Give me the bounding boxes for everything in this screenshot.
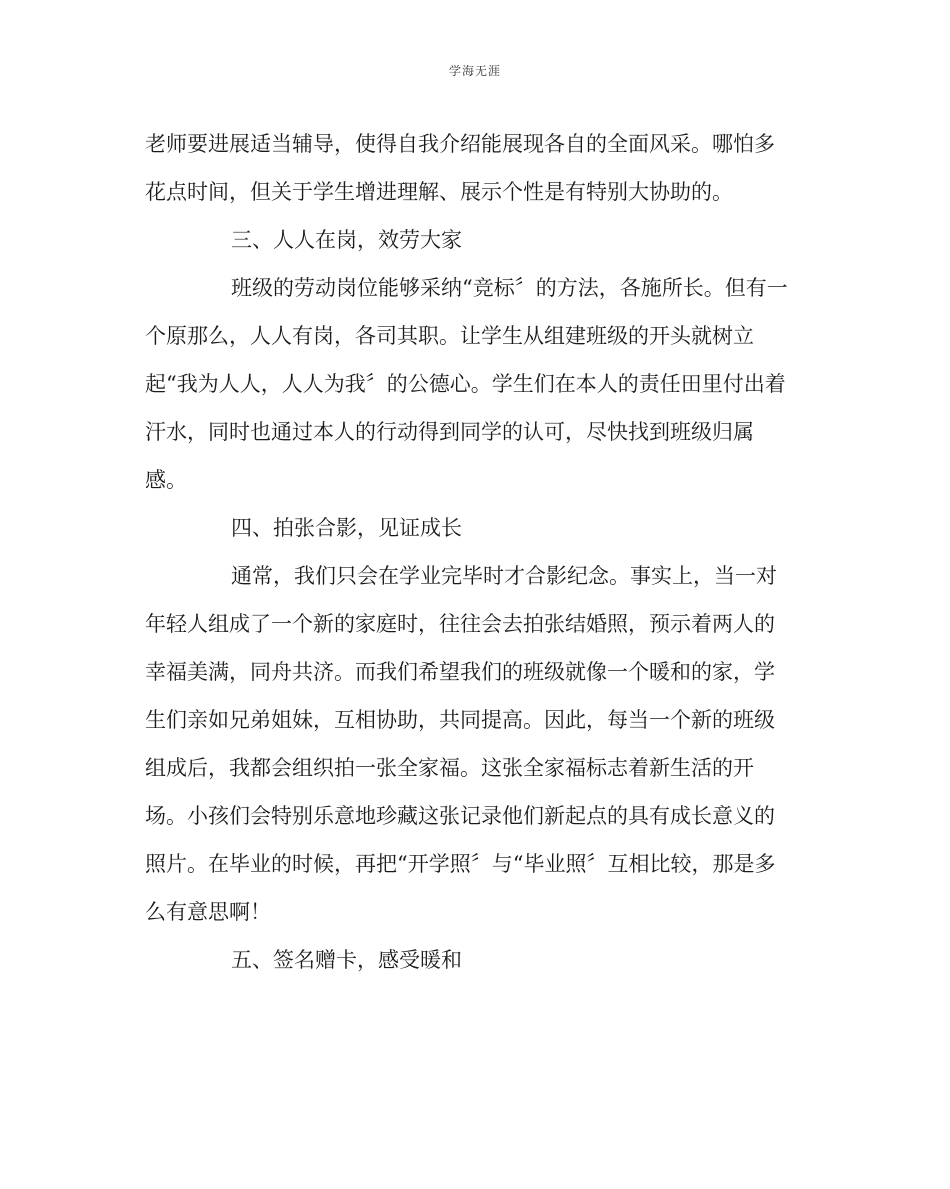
text-line: 生们亲如兄弟姐妹，互相协助，共同提高。因此，每当一个新的班级 — [145, 708, 775, 732]
section-heading: 四、拍张合影，见证成长 — [231, 516, 462, 540]
text-line: 么有意思啊！ — [145, 900, 271, 924]
section-heading: 五、签名赠卡，感受暖和 — [231, 948, 462, 972]
text-line: 通常，我们只会在学业完毕时才合影纪念。事实上，当一对 — [231, 564, 777, 588]
text-line: 汗水，同时也通过本人的行动得到同学的认可，尽快找到班级归属 — [145, 420, 754, 444]
text-line: 感。 — [145, 468, 187, 492]
text-line: 场。小孩们会特别乐意地珍藏这张记录他们新起点的具有成长意义的 — [145, 804, 775, 828]
text-line: 组成后，我都会组织拍一张全家福。这张全家福标志着新生活的开 — [145, 756, 754, 780]
page-header: 学海无涯 — [448, 64, 501, 78]
text-line: 个原那么，人人有岗，各司其职。让学生从组建班级的开头就树立 — [145, 324, 754, 348]
text-line: 花点时间，但关于学生增进理解、展示个性是有特别大协助的。 — [145, 180, 733, 204]
text-line: 起“我为人人，人人为我〞的公德心。学生们在本人的责任田里付出着 — [145, 372, 786, 396]
text-line: 老师要进展适当辅导，使得自我介绍能展现各自的全面风采。哪怕多 — [145, 132, 775, 156]
text-line: 幸福美满，同舟共济。而我们希望我们的班级就像一个暖和的家，学 — [145, 660, 775, 684]
text-line: 班级的劳动岗位能够采纳“竞标〞的方法，各施所长。但有一 — [231, 276, 788, 300]
text-line: 年轻人组成了一个新的家庭时，往往会去拍张结婚照，预示着两人的 — [145, 612, 775, 636]
document-body — [145, 120, 810, 984]
section-heading: 三、人人在岗，效劳大家 — [231, 228, 462, 252]
text-line: 照片。在毕业的时候，再把“开学照〞与“毕业照〞互相比较，那是多 — [145, 852, 776, 876]
